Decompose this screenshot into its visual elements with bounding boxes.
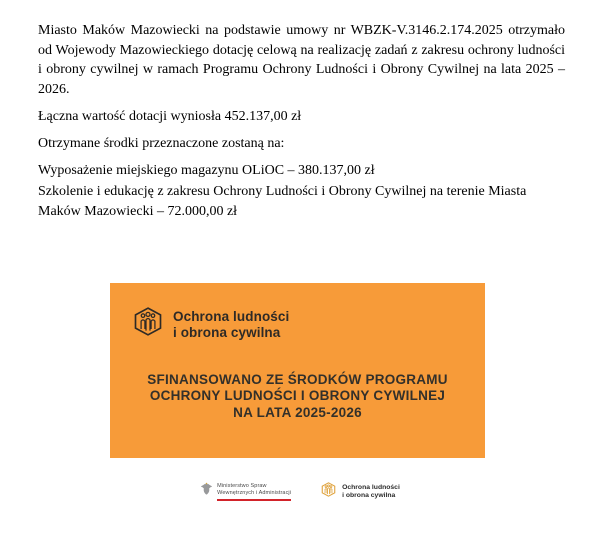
civil-protection-logo-text xyxy=(173,309,289,341)
footer-logos xyxy=(0,482,600,502)
civil-protection-hexagon-people-icon-small xyxy=(321,482,336,502)
paragraph-funds-purpose: Otrzymane środki przeznaczone zostaną na: xyxy=(38,135,285,151)
slogan-line2: OCHRONY LUDNOŚCI I OBRONY CYWILNEJ xyxy=(149,388,446,404)
slogan-line1: SFINANSOWANO ZE ŚRODKÓW PROGRAMU xyxy=(147,372,448,387)
ministry-red-underline xyxy=(217,499,291,501)
ministry-logo xyxy=(200,482,291,502)
slogan-line3: NA LATA 2025-2026 xyxy=(233,404,362,420)
paragraph-training-item: Szkolenie i edukację z zakresu Ochrony Ludności i Obrony Cywilnej na terenie Miasta Maków Mazowiecki – 72.000,00 zł xyxy=(38,184,527,219)
civil-protection-footer-logo xyxy=(321,482,400,502)
civil-protection-hexagon-people-icon xyxy=(133,306,163,342)
paragraph-total-value: Łączna wartość dotacji wyniosła 452.137,00 zł xyxy=(38,108,302,124)
funding-banner xyxy=(110,283,485,458)
funding-slogan xyxy=(110,372,485,421)
polish-eagle-icon xyxy=(200,482,213,502)
paragraph-warehouse-item: Wyposażenie miejskiego magazynu OLiOC – 380.137,00 zł xyxy=(38,162,375,178)
paragraph-grant-intro: Miasto Maków Mazowiecki na podstawie umowy nr WBZK-V.3146.2.174.2025 otrzymało od Wojewody Mazowieckiego dotację celową na realizację zadań z zakresu ochrony ludności i obrony cywilnej w ramach Programu Ochrony Ludności i Obrony Cywilnej na lata 2025 – 2026. xyxy=(38,23,565,97)
ministry-text-line2: Wewnętrznych i Administracji xyxy=(217,489,292,496)
civil-protection-footer-text xyxy=(342,484,400,500)
ministry-text-line1: Ministerstwo Spraw xyxy=(217,482,267,489)
logo-text-line2: i obrona cywilna xyxy=(173,325,281,340)
ministry-logo-text xyxy=(217,483,291,501)
logo-text-line1: Ochrona ludności xyxy=(173,309,290,324)
cp-footer-text-line2: i obrona cywilna xyxy=(342,492,396,499)
cp-footer-text-line1: Ochrona ludności xyxy=(342,483,400,491)
civil-protection-logo xyxy=(133,306,289,342)
document-text xyxy=(38,21,565,229)
